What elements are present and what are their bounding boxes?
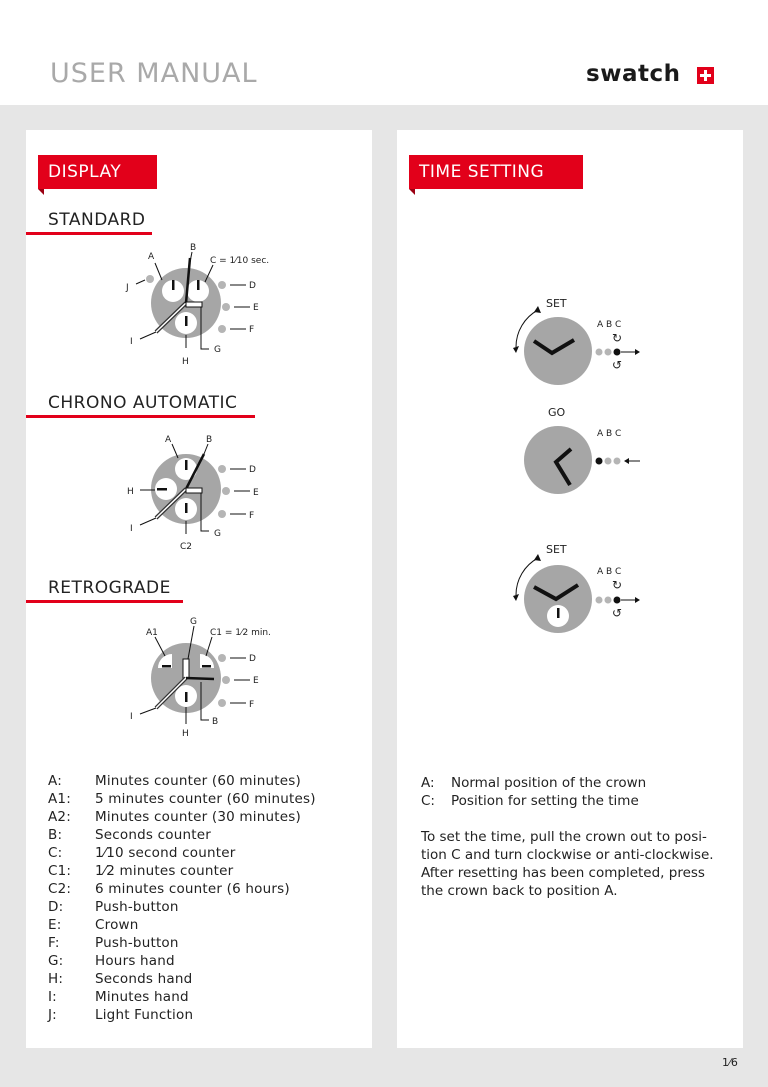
label-d: D [249, 281, 256, 291]
label-h: H [182, 729, 189, 739]
label-a1: A1 [146, 628, 158, 638]
standard-underline [26, 232, 152, 235]
retrograde-watch-diagram [110, 612, 290, 742]
crown-position-b [605, 349, 612, 356]
crown-position-a [596, 458, 603, 465]
button-d [218, 465, 226, 473]
label-c: C = 1⁄10 sec. [210, 256, 270, 266]
crown-position-c [614, 349, 621, 356]
standard-heading: STANDARD [48, 210, 146, 230]
set-label: SET [546, 297, 567, 310]
label-d: D [249, 465, 256, 475]
label-f: F [249, 325, 255, 335]
set-diagram-2 [500, 538, 650, 638]
label-i: I [130, 712, 133, 722]
label-g: G [190, 617, 197, 627]
button-f [218, 510, 226, 518]
brand-logo: swatch [586, 61, 681, 87]
crown-position-c [614, 458, 621, 465]
abc-label: A B C [597, 429, 622, 439]
label-g: G [214, 345, 221, 355]
abc-label: A B C [597, 567, 622, 577]
clockwise-icon: ↻ [612, 578, 623, 592]
standard-watch-diagram [110, 240, 290, 370]
abc-label: A B C [597, 320, 622, 330]
hours-hand [186, 678, 214, 679]
label-h: H [127, 487, 134, 497]
crown-position-a [596, 349, 603, 356]
label-a: A [148, 252, 155, 262]
counterclockwise-icon: ↺ [612, 358, 623, 372]
crown-position-b [605, 458, 612, 465]
swiss-cross-icon [697, 67, 714, 84]
time-setting-section-tag: TIME SETTING [409, 155, 583, 189]
chrono-watch-diagram [110, 428, 290, 553]
label-i: I [130, 524, 133, 534]
retro-hand [183, 659, 189, 678]
crown-position-c [614, 597, 621, 604]
label-d: D [249, 654, 256, 664]
crown-e [222, 303, 230, 311]
seconds-hand [186, 488, 202, 493]
button-f [218, 699, 226, 707]
chrono-underline [26, 415, 255, 418]
crown-position-b [605, 597, 612, 604]
clockwise-icon: ↻ [612, 331, 623, 345]
button-f [218, 325, 226, 333]
label-b: B [206, 435, 213, 445]
label-a: A [165, 435, 172, 445]
label-e: E [253, 488, 259, 498]
pull-arrow-icon [635, 597, 640, 603]
document-title: USER MANUAL [50, 58, 258, 89]
button-d [218, 281, 226, 289]
label-f: F [249, 511, 255, 521]
counterclockwise-icon: ↺ [612, 606, 623, 620]
set-label: SET [546, 543, 567, 556]
label-f: F [249, 700, 255, 710]
crown-position-a [596, 597, 603, 604]
page-header [0, 0, 768, 105]
label-g: G [214, 529, 221, 539]
crown-e [222, 487, 230, 495]
label-e: E [253, 676, 259, 686]
seconds-hand [186, 302, 202, 307]
go-label: GO [548, 406, 566, 419]
time-setting-instructions: To set the time, pull the crown out to posi-tion C and turn clockwise or anti-clockwise. After resetting has been completed, press the crown back to position A. [421, 829, 714, 899]
display-section-tag: DISPLAY [38, 155, 157, 189]
label-c1: C1 = 1⁄2 min. [210, 628, 271, 638]
button-j [146, 275, 154, 283]
label-i: I [130, 337, 133, 347]
push-arrow-icon [624, 458, 629, 464]
pull-arrow-icon [635, 349, 640, 355]
label-c2: C2 [180, 542, 193, 552]
retrograde-underline [26, 600, 183, 603]
label-b: B [190, 243, 197, 253]
chrono-heading: CHRONO AUTOMATIC [48, 393, 238, 413]
label-h: H [182, 357, 189, 367]
go-diagram [500, 400, 650, 500]
set-diagram-1 [500, 293, 650, 393]
label-b: B [212, 717, 219, 727]
label-j: J [126, 283, 129, 293]
button-d [218, 654, 226, 662]
label-e: E [253, 303, 259, 313]
crown-e [222, 676, 230, 684]
page-number: 1⁄6 [722, 1056, 738, 1069]
retrograde-heading: RETROGRADE [48, 578, 171, 598]
